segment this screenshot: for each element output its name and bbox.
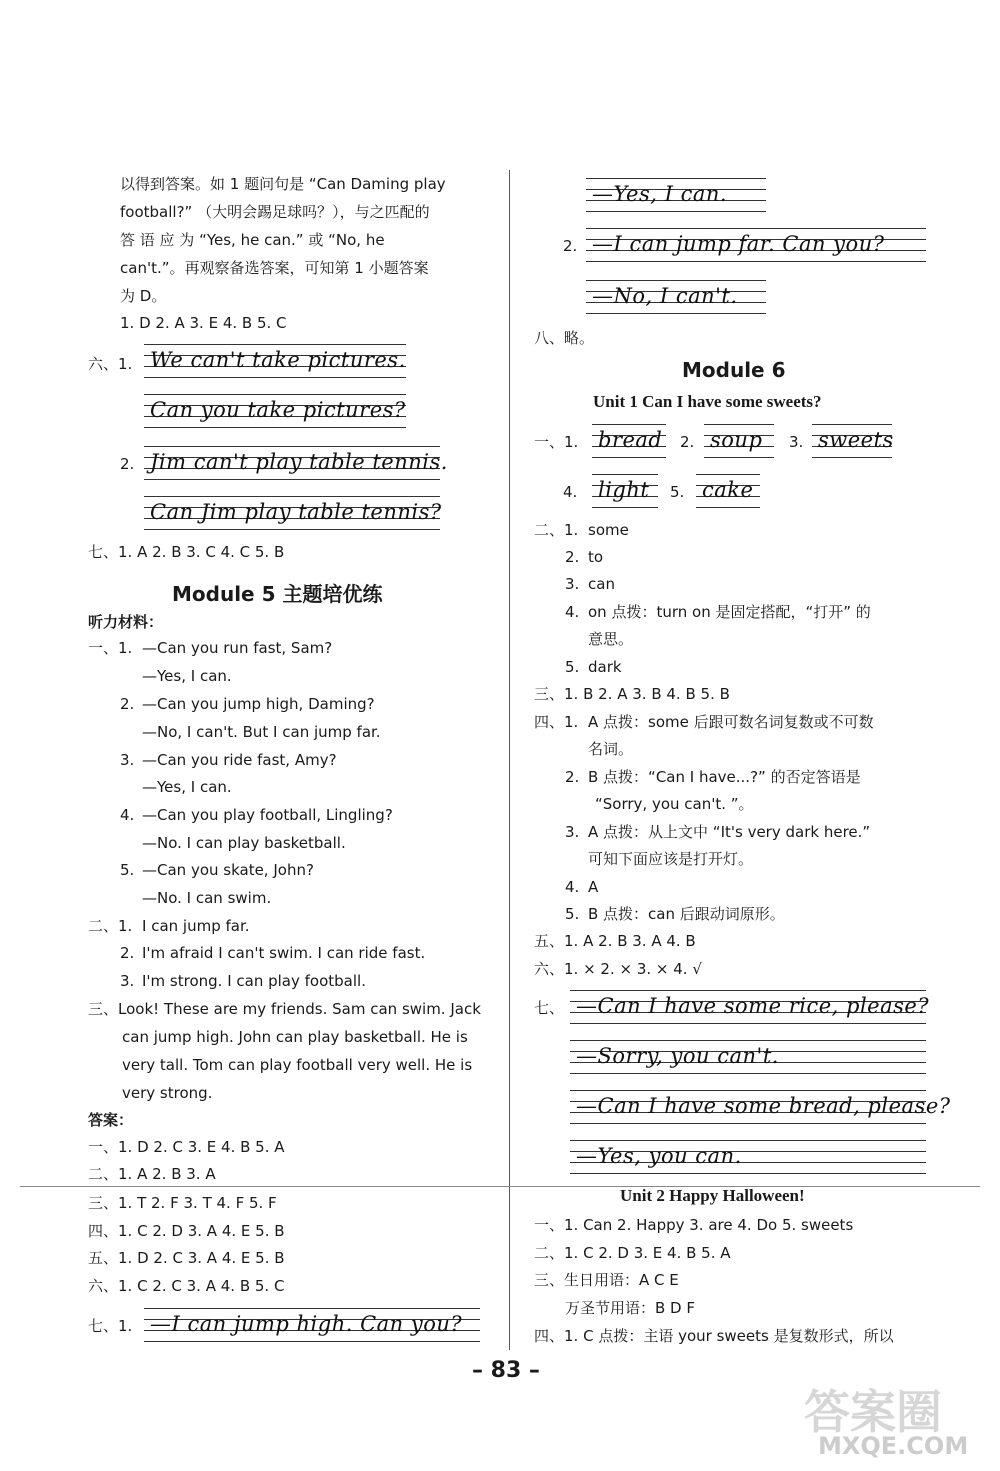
answer-line: 三、生日用语：A C E xyxy=(534,1271,679,1289)
listening-num: 2. xyxy=(120,695,135,713)
answer-num: 5. xyxy=(565,905,580,923)
answer-line: 七、1. A 2. B 3. C 4. C 5. B xyxy=(88,543,285,561)
listening-text: I'm strong. I can play football. xyxy=(142,972,366,990)
answer-line: 二、1. A 2. B 3. A xyxy=(88,1165,216,1183)
watermark-logo: 答案圈 xyxy=(804,1385,942,1439)
answer-line: 三、1. B 2. A 3. B 4. B 5. B xyxy=(534,685,730,703)
explanation-line: football?” （大明会踢足球吗？），与之匹配的 xyxy=(120,203,430,221)
passage-line: very tall. Tom can play football very well. He is xyxy=(122,1056,473,1074)
passage-line: 三、Look! These are my friends. Sam can swim. Jack xyxy=(88,1000,481,1018)
listening-text: —No. I can play basketball. xyxy=(142,834,346,852)
item-number: 3. xyxy=(789,433,804,451)
watermark-url: MXQE.COM xyxy=(818,1432,969,1460)
item-number: 4. xyxy=(563,483,578,501)
answer-line: 万圣节用语：B D F xyxy=(565,1299,696,1317)
answer-text: A 点拨：从上文中 “It's very dark here.” xyxy=(588,823,871,841)
handwriting-line xyxy=(570,1140,926,1174)
answer-num: 4. xyxy=(565,603,580,621)
listening-text: —Can you ride fast, Amy? xyxy=(142,751,337,769)
listening-text: I'm afraid I can't swim. I can ride fast. xyxy=(142,944,426,962)
word-line xyxy=(592,474,658,508)
listening-text: —Yes, I can. xyxy=(142,778,232,796)
handwriting-text: Can you take pictures? xyxy=(150,398,406,422)
answer-line: 六、1. × 2. × 3. × 4. √ xyxy=(534,960,702,978)
answer-num: 2. xyxy=(565,768,580,786)
handwriting-text: —Yes, you can. xyxy=(576,1144,742,1168)
answer-line: 一、1. Can 2. Happy 3. are 4. Do 5. sweets xyxy=(534,1216,854,1234)
answer-line: 三、1. T 2. F 3. T 4. F 5. F xyxy=(88,1194,277,1212)
answer-text: dark xyxy=(588,658,622,676)
word-line xyxy=(696,474,760,508)
answer-text: to xyxy=(588,548,604,566)
handwriting-line xyxy=(144,446,448,480)
section-seven-label: 七、1. xyxy=(88,1317,133,1335)
listening-text: —No. I can swim. xyxy=(142,889,272,907)
answer-num: 3. xyxy=(565,575,580,593)
handwriting-text: —I can jump high. Can you? xyxy=(150,1312,463,1336)
handwriting-line xyxy=(570,1040,926,1074)
answer-line: 六、1. C 2. C 3. A 4. B 5. C xyxy=(88,1277,285,1295)
answers-label: 答案： xyxy=(88,1111,134,1129)
unit-1-title: Unit 1 Can I have some sweets? xyxy=(593,392,822,411)
column-divider xyxy=(509,170,510,1350)
answer-text: some xyxy=(588,521,629,539)
handwriting-text: —Yes, I can. xyxy=(592,182,728,206)
listening-text: —Can you skate, John? xyxy=(142,861,314,879)
answer-line: 五、1. D 2. C 3. A 4. E 5. B xyxy=(88,1249,285,1267)
handwriting-text: sweets xyxy=(818,428,894,452)
handwriting-line xyxy=(586,178,766,212)
handwriting-line xyxy=(144,344,406,378)
section-seven-label: 七、 xyxy=(534,999,565,1017)
answer-text: B 点拨：can 后跟动词原形。 xyxy=(588,905,785,923)
handwriting-line xyxy=(144,496,440,530)
answer-text: 名词。 xyxy=(588,740,634,758)
answer-num: 四、1. xyxy=(534,713,579,731)
answer-text: 意思。 xyxy=(588,630,634,648)
word-line xyxy=(704,424,774,458)
answer-text: A xyxy=(588,878,599,896)
answer-line: 五、1. A 2. B 3. A 4. B xyxy=(534,932,696,950)
listening-text: —Can you run fast, Sam? xyxy=(142,639,333,657)
answer-text: A 点拨：some 后跟可数名词复数或不可数 xyxy=(588,713,874,731)
explanation-line: 以得到答案。如 1 题问句是 “Can Daming play xyxy=(120,175,446,193)
answer-num: 2. xyxy=(565,548,580,566)
answer-num: 二、1. xyxy=(534,521,579,539)
answer-text: “Sorry, you can't. ”。 xyxy=(595,795,754,813)
listening-num: 5. xyxy=(120,861,135,879)
handwriting-line xyxy=(570,1090,951,1124)
listening-num: 2. xyxy=(120,944,135,962)
listening-text: I can jump far. xyxy=(142,917,250,935)
answer-num: 5. xyxy=(565,658,580,676)
word-line xyxy=(812,424,892,458)
handwriting-line xyxy=(586,280,766,314)
answer-num: 3. xyxy=(565,823,580,841)
explanation-line: can't.”。再观察备选答案，可知第 1 小题答案 xyxy=(120,259,429,277)
handwriting-text: light xyxy=(598,478,650,502)
item-number: 5. xyxy=(670,483,685,501)
word-line xyxy=(592,424,666,458)
passage-line: very strong. xyxy=(122,1084,213,1102)
handwriting-text: —Can I have some rice, please? xyxy=(576,994,930,1018)
answer-line: 四、1. C 2. D 3. A 4. E 5. B xyxy=(88,1222,285,1240)
unit-2-title: Unit 2 Happy Halloween! xyxy=(620,1186,805,1205)
answer-text: 可知下面应该是打开灯。 xyxy=(588,850,754,868)
handwriting-text: We can't take pictures. xyxy=(150,348,406,372)
handwriting-text: bread xyxy=(598,428,663,452)
listening-num: 一、1. xyxy=(88,639,133,657)
fold-line xyxy=(20,1186,980,1187)
answer-line: 一、1. D 2. C 3. E 4. B 5. A xyxy=(88,1138,285,1156)
answer-text: can xyxy=(588,575,615,593)
handwriting-text: Jim can't play table tennis. xyxy=(150,450,448,474)
item-number: 2. xyxy=(120,455,135,473)
handwriting-line xyxy=(144,394,406,428)
passage-line: can jump high. John can play basketball. He is xyxy=(122,1028,468,1046)
answer-line: 二、1. C 2. D 3. E 4. B 5. A xyxy=(534,1244,731,1262)
explanation-line: 答 语 应 为 “Yes, he can.” 或 “No, he xyxy=(120,231,385,249)
handwriting-text: —Can I have some bread, please? xyxy=(576,1094,951,1118)
page-number: – 83 – xyxy=(472,1358,540,1383)
listening-label: 听力材料： xyxy=(88,613,164,631)
listening-num: 4. xyxy=(120,806,135,824)
section-eight: 八、略。 xyxy=(534,329,595,347)
answer-text: on 点拨：turn on 是固定搭配，“打开” 的 xyxy=(588,603,871,621)
section-label: 一、1. xyxy=(534,433,579,451)
listening-num: 3. xyxy=(120,751,135,769)
answer-num: 4. xyxy=(565,878,580,896)
answer-text: B 点拨：“Can I have...?” 的否定答语是 xyxy=(588,768,861,786)
answer-line: 四、1. C 点拨：主语 your sweets 是复数形式，所以 xyxy=(534,1327,894,1345)
item-number: 2. xyxy=(563,237,578,255)
listening-num: 二、1. xyxy=(88,917,133,935)
listening-text: —Can you jump high, Daming? xyxy=(142,695,375,713)
listening-text: —No, I can't. But I can jump far. xyxy=(142,723,381,741)
handwriting-line xyxy=(570,990,930,1024)
listening-text: —Yes, I can. xyxy=(142,667,232,685)
handwriting-line xyxy=(586,228,926,262)
listening-num: 3. xyxy=(120,972,135,990)
answer-line: 1. D 2. A 3. E 4. B 5. C xyxy=(120,314,287,332)
listening-text: —Can you play football, Lingling? xyxy=(142,806,393,824)
handwriting-text: —Sorry, you can't. xyxy=(576,1044,779,1068)
explanation-line: 为 D。 xyxy=(120,287,167,305)
module-5-title: Module 5 主题培优练 xyxy=(172,582,383,606)
handwriting-text: cake xyxy=(702,478,754,502)
item-number: 2. xyxy=(680,433,695,451)
module-6-title: Module 6 xyxy=(682,358,786,382)
handwriting-text: Can Jim play table tennis? xyxy=(150,500,442,524)
section-six-label: 六、1. xyxy=(88,355,133,373)
handwriting-text: —I can jump far. Can you? xyxy=(592,232,885,256)
handwriting-text: —No, I can't. xyxy=(592,284,738,308)
handwriting-line xyxy=(144,1308,480,1342)
handwriting-text: soup xyxy=(710,428,763,452)
